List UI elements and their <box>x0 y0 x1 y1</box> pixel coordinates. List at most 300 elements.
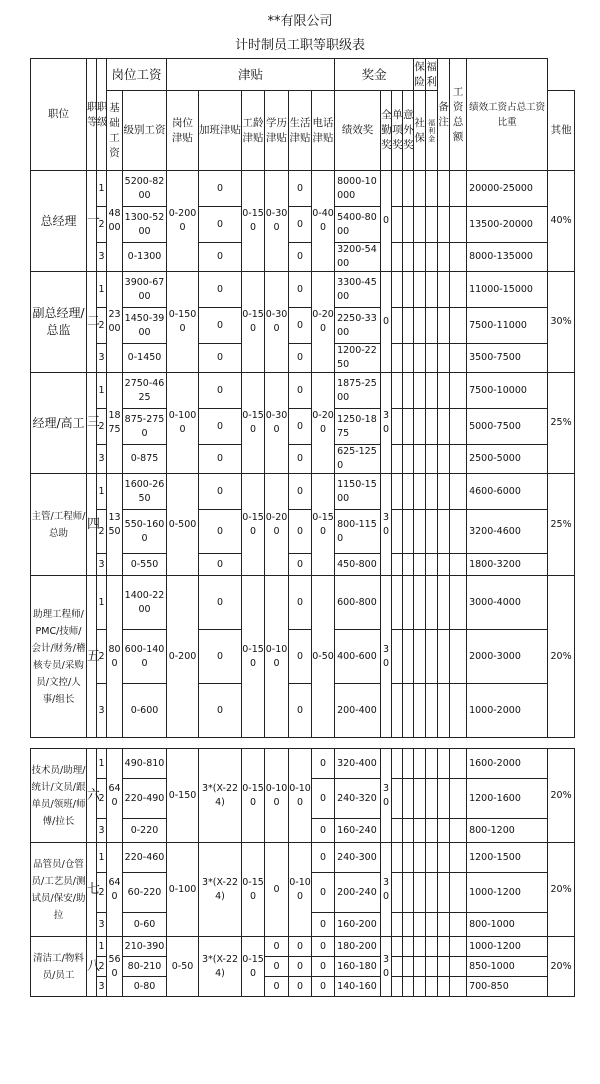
table-row <box>31 749 575 779</box>
welfare-cell <box>426 873 438 913</box>
attendance-bonus-cell: 0 <box>381 171 392 272</box>
attendance-bonus-cell: 30 <box>381 373 392 474</box>
post-allowance-cell: 0-100 <box>167 843 199 937</box>
level-wage-cell: 1300-5200 <box>123 207 167 243</box>
table-row <box>31 937 575 957</box>
accident-bonus-cell <box>403 873 414 913</box>
welfare-cell <box>426 207 438 243</box>
level-cell: 1 <box>97 749 107 779</box>
phone-allowance-cell: 0-400 <box>312 171 335 272</box>
remark-cell <box>450 937 467 957</box>
other-cell <box>438 474 450 510</box>
header-attendance-bonus: 全勤奖 <box>381 91 392 171</box>
performance-bonus-cell: 1150-1500 <box>335 474 381 510</box>
level-wage-cell: 600-1400 <box>123 630 167 684</box>
grade-cell: 三 <box>87 373 97 474</box>
other-cell <box>438 957 450 977</box>
total-wage-cell: 7500-10000 <box>467 373 548 409</box>
table-row <box>31 171 575 207</box>
base-wage-cell: 640 <box>107 749 123 843</box>
phone-allowance-cell: 0 <box>312 937 335 957</box>
total-wage-cell: 1200-1600 <box>467 779 548 819</box>
grade-cell: 一 <box>87 171 97 272</box>
position-cell: 技术员/助理/统计/文员/跟单员/领班/师傅/拉长 <box>31 749 87 843</box>
education-allowance-cell: 0-100 <box>265 749 289 843</box>
performance-bonus-cell: 2250-3300 <box>335 308 381 344</box>
total-wage-cell: 5000-7500 <box>467 409 548 445</box>
accident-bonus-cell <box>403 819 414 843</box>
overtime-allowance-cell: 0 <box>199 684 242 738</box>
phone-allowance-cell: 0 <box>312 977 335 997</box>
remark-cell <box>450 779 467 819</box>
table-row <box>31 272 575 308</box>
other-cell <box>438 779 450 819</box>
phone-allowance-cell: 0-200 <box>312 272 335 373</box>
overtime-allowance-cell: 0 <box>199 445 242 474</box>
level-cell: 2 <box>97 873 107 913</box>
social-insurance-cell <box>414 977 426 997</box>
level-cell: 1 <box>97 272 107 308</box>
accident-bonus-cell <box>403 957 414 977</box>
overtime-allowance-cell: 0 <box>199 344 242 373</box>
welfare-cell <box>426 843 438 873</box>
social-insurance-cell <box>414 207 426 243</box>
remark-cell <box>450 819 467 843</box>
living-allowance-cell: 0 <box>289 373 312 409</box>
single-bonus-cell <box>392 272 403 308</box>
welfare-cell <box>426 957 438 977</box>
accident-bonus-cell <box>403 684 414 738</box>
performance-bonus-cell: 8000-10000 <box>335 171 381 207</box>
table-row <box>31 474 575 510</box>
seniority-allowance-cell: 0-150 <box>242 474 265 576</box>
remark-cell <box>450 684 467 738</box>
performance-bonus-cell: 800-1150 <box>335 510 381 554</box>
level-wage-cell: 550-1600 <box>123 510 167 554</box>
seniority-allowance-cell: 0-150 <box>242 843 265 937</box>
living-allowance-cell: 0 <box>289 977 312 997</box>
living-allowance-cell: 0 <box>289 243 312 272</box>
remark-cell <box>450 554 467 576</box>
phone-allowance-cell: 0 <box>312 779 335 819</box>
level-cell: 3 <box>97 554 107 576</box>
welfare-cell <box>426 684 438 738</box>
position-cell: 品管员/仓管员/工艺员/测试员/保安/助拉 <box>31 843 87 937</box>
level-cell: 2 <box>97 409 107 445</box>
position-cell: 总经理 <box>31 171 87 272</box>
header-grade: 职等 <box>87 59 97 171</box>
single-bonus-cell <box>392 344 403 373</box>
level-cell: 2 <box>97 308 107 344</box>
base-wage-cell: 640 <box>107 843 123 937</box>
ratio-cell: 30% <box>548 272 575 373</box>
level-cell: 2 <box>97 779 107 819</box>
social-insurance-cell <box>414 873 426 913</box>
level-wage-cell: 0-80 <box>123 977 167 997</box>
grade-cell: 五 <box>87 576 97 738</box>
welfare-cell <box>426 749 438 779</box>
level-cell: 2 <box>97 630 107 684</box>
accident-bonus-cell <box>403 171 414 207</box>
social-insurance-cell <box>414 843 426 873</box>
accident-bonus-cell <box>403 207 414 243</box>
accident-bonus-cell <box>403 843 414 873</box>
remark-cell <box>450 749 467 779</box>
social-insurance-cell <box>414 510 426 554</box>
social-insurance-cell <box>414 957 426 977</box>
position-cell: 助理工程师/PMC/技师/会计/财务/稽核专员/采购员/文控/人事/组长 <box>31 576 87 738</box>
level-cell: 1 <box>97 373 107 409</box>
social-insurance-cell <box>414 344 426 373</box>
social-insurance-cell <box>414 308 426 344</box>
other-cell <box>438 510 450 554</box>
overtime-allowance-cell: 0 <box>199 630 242 684</box>
seniority-allowance-cell: 0-150 <box>242 272 265 373</box>
accident-bonus-cell <box>403 308 414 344</box>
social-insurance-cell <box>414 576 426 630</box>
level-cell: 1 <box>97 843 107 873</box>
performance-bonus-cell: 240-300 <box>335 843 381 873</box>
table-row <box>31 373 575 409</box>
total-wage-cell: 1000-2000 <box>467 684 548 738</box>
ratio-cell: 25% <box>548 474 575 576</box>
table-row <box>31 576 575 630</box>
header-other: 其他 <box>548 91 575 171</box>
total-wage-cell: 800-1200 <box>467 819 548 843</box>
phone-allowance-cell: 0 <box>312 873 335 913</box>
header-allowance: 津贴 <box>167 59 335 91</box>
social-insurance-cell <box>414 272 426 308</box>
education-allowance-cell: 0-100 <box>265 576 289 738</box>
phone-allowance-cell: 0 <box>312 843 335 873</box>
header-seniority-allowance: 工龄津贴 <box>242 91 265 171</box>
level-wage-cell: 2750-4625 <box>123 373 167 409</box>
welfare-cell <box>426 779 438 819</box>
other-cell <box>438 243 450 272</box>
social-insurance-cell <box>414 913 426 937</box>
level-wage-cell: 0-60 <box>123 913 167 937</box>
seniority-allowance-cell: 0-150 <box>242 937 265 997</box>
overtime-allowance-cell: 0 <box>199 308 242 344</box>
social-insurance-cell <box>414 684 426 738</box>
accident-bonus-cell <box>403 243 414 272</box>
post-allowance-cell: 0-150 <box>167 749 199 843</box>
social-insurance-cell <box>414 373 426 409</box>
level-cell: 2 <box>97 510 107 554</box>
other-cell <box>438 937 450 957</box>
other-cell <box>438 873 450 913</box>
remark-cell <box>450 474 467 510</box>
welfare-cell <box>426 937 438 957</box>
attendance-bonus-cell: 0 <box>381 272 392 373</box>
social-insurance-cell <box>414 630 426 684</box>
header-level-wage: 级别工资 <box>123 91 167 171</box>
level-wage-cell: 5200-8200 <box>123 171 167 207</box>
table-row <box>31 843 575 873</box>
single-bonus-cell <box>392 957 403 977</box>
company-name: **有限公司 <box>267 14 333 29</box>
header-education-allowance: 学历津贴 <box>265 91 289 171</box>
accident-bonus-cell <box>403 409 414 445</box>
level-cell: 1 <box>97 576 107 630</box>
single-bonus-cell <box>392 684 403 738</box>
overtime-allowance-cell: 0 <box>199 474 242 510</box>
welfare-cell <box>426 510 438 554</box>
single-bonus-cell <box>392 445 403 474</box>
remark-cell <box>450 843 467 873</box>
header-living-allowance: 生活津贴 <box>289 91 312 171</box>
header-base-wage: 基础工资 <box>107 91 123 171</box>
single-bonus-cell <box>392 913 403 937</box>
welfare-cell <box>426 819 438 843</box>
post-allowance-cell: 0-1500 <box>167 272 199 373</box>
remark-cell <box>450 308 467 344</box>
total-wage-cell: 8000-135000 <box>467 243 548 272</box>
social-insurance-cell <box>414 409 426 445</box>
header-ratio: 绩效工资占总工资比重 <box>467 59 548 171</box>
remark-cell <box>450 207 467 243</box>
seniority-allowance-cell: 0-150 <box>242 749 265 843</box>
welfare-cell <box>426 913 438 937</box>
grade-cell: 二 <box>87 272 97 373</box>
other-cell <box>438 445 450 474</box>
single-bonus-cell <box>392 373 403 409</box>
social-insurance-cell <box>414 937 426 957</box>
performance-bonus-cell: 600-800 <box>335 576 381 630</box>
performance-bonus-cell: 1250-1875 <box>335 409 381 445</box>
living-allowance-cell: 0 <box>289 684 312 738</box>
living-allowance-cell: 0 <box>289 409 312 445</box>
remark-cell <box>450 630 467 684</box>
attendance-bonus-cell: 30 <box>381 937 392 997</box>
ratio-cell: 20% <box>548 843 575 937</box>
total-wage-cell: 1000-1200 <box>467 937 548 957</box>
living-allowance-cell: 0-100 <box>289 843 312 937</box>
education-allowance-cell: 0-300 <box>265 272 289 373</box>
level-wage-cell: 0-1300 <box>123 243 167 272</box>
level-cell: 2 <box>97 207 107 243</box>
header-welfare-sub: 福利金 <box>426 91 438 171</box>
remark-cell <box>450 445 467 474</box>
header-post-allowance: 岗位津贴 <box>167 91 199 171</box>
grade-cell: 八 <box>87 937 97 997</box>
welfare-cell <box>426 977 438 997</box>
total-wage-cell: 2000-3000 <box>467 630 548 684</box>
living-allowance-cell: 0 <box>289 308 312 344</box>
ratio-cell: 20% <box>548 576 575 738</box>
welfare-cell <box>426 373 438 409</box>
level-cell: 2 <box>97 957 107 977</box>
phone-allowance-cell: 0 <box>312 957 335 977</box>
total-wage-cell: 4600-6000 <box>467 474 548 510</box>
other-cell <box>438 819 450 843</box>
overtime-allowance-cell: 0 <box>199 409 242 445</box>
living-allowance-cell: 0 <box>289 576 312 630</box>
overtime-allowance-cell: 0 <box>199 373 242 409</box>
single-bonus-cell <box>392 937 403 957</box>
accident-bonus-cell <box>403 779 414 819</box>
overtime-allowance-cell: 0 <box>199 171 242 207</box>
grade-cell: 四 <box>87 474 97 576</box>
level-cell: 3 <box>97 344 107 373</box>
post-allowance-cell: 0-1000 <box>167 373 199 474</box>
overtime-allowance-cell: 0 <box>199 554 242 576</box>
overtime-allowance-cell: 3*(X-224) <box>199 843 242 937</box>
remark-cell <box>450 409 467 445</box>
accident-bonus-cell <box>403 373 414 409</box>
level-wage-cell: 220-490 <box>123 779 167 819</box>
header-insurance: 保险 <box>414 59 426 91</box>
header-level: 职级 <box>97 59 107 171</box>
living-allowance-cell: 0 <box>289 272 312 308</box>
position-cell: 清洁工/物料员/员工 <box>31 937 87 997</box>
level-wage-cell: 3900-6700 <box>123 272 167 308</box>
phone-allowance-cell: 0 <box>312 819 335 843</box>
single-bonus-cell <box>392 474 403 510</box>
grade-cell: 六 <box>87 749 97 843</box>
remark-cell <box>450 510 467 554</box>
level-wage-cell: 0-220 <box>123 819 167 843</box>
social-insurance-cell <box>414 819 426 843</box>
welfare-cell <box>426 308 438 344</box>
header-overtime-allowance: 加班津贴 <box>199 91 242 171</box>
level-cell: 3 <box>97 977 107 997</box>
overtime-allowance-cell: 0 <box>199 510 242 554</box>
social-insurance-cell <box>414 243 426 272</box>
welfare-cell <box>426 243 438 272</box>
level-wage-cell: 490-810 <box>123 749 167 779</box>
performance-bonus-cell: 3300-4500 <box>335 272 381 308</box>
social-insurance-cell <box>414 779 426 819</box>
accident-bonus-cell <box>403 272 414 308</box>
living-allowance-cell: 0 <box>289 344 312 373</box>
seniority-allowance-cell: 0-150 <box>242 576 265 738</box>
education-allowance-cell: 0-200 <box>265 474 289 576</box>
remark-cell <box>450 957 467 977</box>
base-wage-cell: 1875 <box>107 373 123 474</box>
single-bonus-cell <box>392 843 403 873</box>
total-wage-cell: 7500-11000 <box>467 308 548 344</box>
total-wage-cell: 850-1000 <box>467 957 548 977</box>
phone-allowance-cell: 0 <box>312 913 335 937</box>
social-insurance-cell <box>414 554 426 576</box>
living-allowance-cell: 0 <box>289 445 312 474</box>
other-cell <box>438 171 450 207</box>
level-wage-cell: 0-600 <box>123 684 167 738</box>
attendance-bonus-cell: 30 <box>381 843 392 937</box>
remark-cell <box>450 171 467 207</box>
post-allowance-cell: 0-50 <box>167 937 199 997</box>
remark-cell <box>450 913 467 937</box>
accident-bonus-cell <box>403 445 414 474</box>
single-bonus-cell <box>392 409 403 445</box>
performance-bonus-cell: 625-1250 <box>335 445 381 474</box>
education-allowance-cell: 0 <box>265 937 289 957</box>
single-bonus-cell <box>392 749 403 779</box>
total-wage-cell: 1200-1500 <box>467 843 548 873</box>
education-allowance-cell: 0-300 <box>265 373 289 474</box>
other-cell <box>438 373 450 409</box>
single-bonus-cell <box>392 308 403 344</box>
accident-bonus-cell <box>403 977 414 997</box>
performance-bonus-cell: 180-200 <box>335 937 381 957</box>
accident-bonus-cell <box>403 344 414 373</box>
accident-bonus-cell <box>403 510 414 554</box>
living-allowance-cell: 0 <box>289 510 312 554</box>
education-allowance-cell: 0-300 <box>265 171 289 272</box>
total-wage-cell: 700-850 <box>467 977 548 997</box>
document-title: 计时制员工职等职级表 <box>234 38 365 53</box>
phone-allowance-cell: 0-150 <box>312 474 335 576</box>
performance-bonus-cell: 140-160 <box>335 977 381 997</box>
performance-bonus-cell: 3200-5400 <box>335 243 381 272</box>
social-insurance-cell <box>414 445 426 474</box>
level-wage-cell: 220-460 <box>123 843 167 873</box>
attendance-bonus-cell: 30 <box>381 576 392 738</box>
welfare-cell <box>426 272 438 308</box>
living-allowance-cell: 0 <box>289 207 312 243</box>
total-wage-cell: 1800-3200 <box>467 554 548 576</box>
performance-bonus-cell: 1200-2250 <box>335 344 381 373</box>
post-allowance-cell: 0-500 <box>167 474 199 576</box>
base-wage-cell: 1350 <box>107 474 123 576</box>
level-cell: 3 <box>97 913 107 937</box>
performance-bonus-cell: 5400-8000 <box>335 207 381 243</box>
header-total: 工资总额 <box>450 59 467 171</box>
living-allowance-cell: 0 <box>289 171 312 207</box>
education-allowance-cell: 0 <box>265 957 289 977</box>
phone-allowance-cell: 0 <box>312 749 335 779</box>
performance-bonus-cell: 450-800 <box>335 554 381 576</box>
attendance-bonus-cell: 30 <box>381 474 392 576</box>
ratio-cell: 20% <box>548 749 575 843</box>
level-cell: 1 <box>97 474 107 510</box>
level-wage-cell: 0-1450 <box>123 344 167 373</box>
total-wage-cell: 1000-1200 <box>467 873 548 913</box>
total-wage-cell: 3200-4600 <box>467 510 548 554</box>
position-cell: 副总经理/总监 <box>31 272 87 373</box>
grade-cell: 七 <box>87 843 97 937</box>
header-position: 职位 <box>31 59 87 171</box>
single-bonus-cell <box>392 873 403 913</box>
total-wage-cell: 13500-20000 <box>467 207 548 243</box>
other-cell <box>438 749 450 779</box>
welfare-cell <box>426 630 438 684</box>
other-cell <box>438 308 450 344</box>
seniority-allowance-cell: 0-150 <box>242 373 265 474</box>
other-cell <box>438 272 450 308</box>
accident-bonus-cell <box>403 749 414 779</box>
performance-bonus-cell: 240-320 <box>335 779 381 819</box>
salary-grade-table <box>30 58 575 997</box>
remark-cell <box>450 243 467 272</box>
level-wage-cell: 80-210 <box>123 957 167 977</box>
level-wage-cell: 0-550 <box>123 554 167 576</box>
seniority-allowance-cell: 0-150 <box>242 171 265 272</box>
level-cell: 3 <box>97 684 107 738</box>
level-wage-cell: 1450-3900 <box>123 308 167 344</box>
header-post-wage: 岗位工资 <box>107 59 167 91</box>
level-cell: 1 <box>97 171 107 207</box>
social-insurance-cell <box>414 749 426 779</box>
single-bonus-cell <box>392 779 403 819</box>
welfare-cell <box>426 344 438 373</box>
performance-bonus-cell: 160-200 <box>335 913 381 937</box>
base-wage-cell: 800 <box>107 576 123 738</box>
living-allowance-cell: 0 <box>289 474 312 510</box>
single-bonus-cell <box>392 977 403 997</box>
single-bonus-cell <box>392 207 403 243</box>
